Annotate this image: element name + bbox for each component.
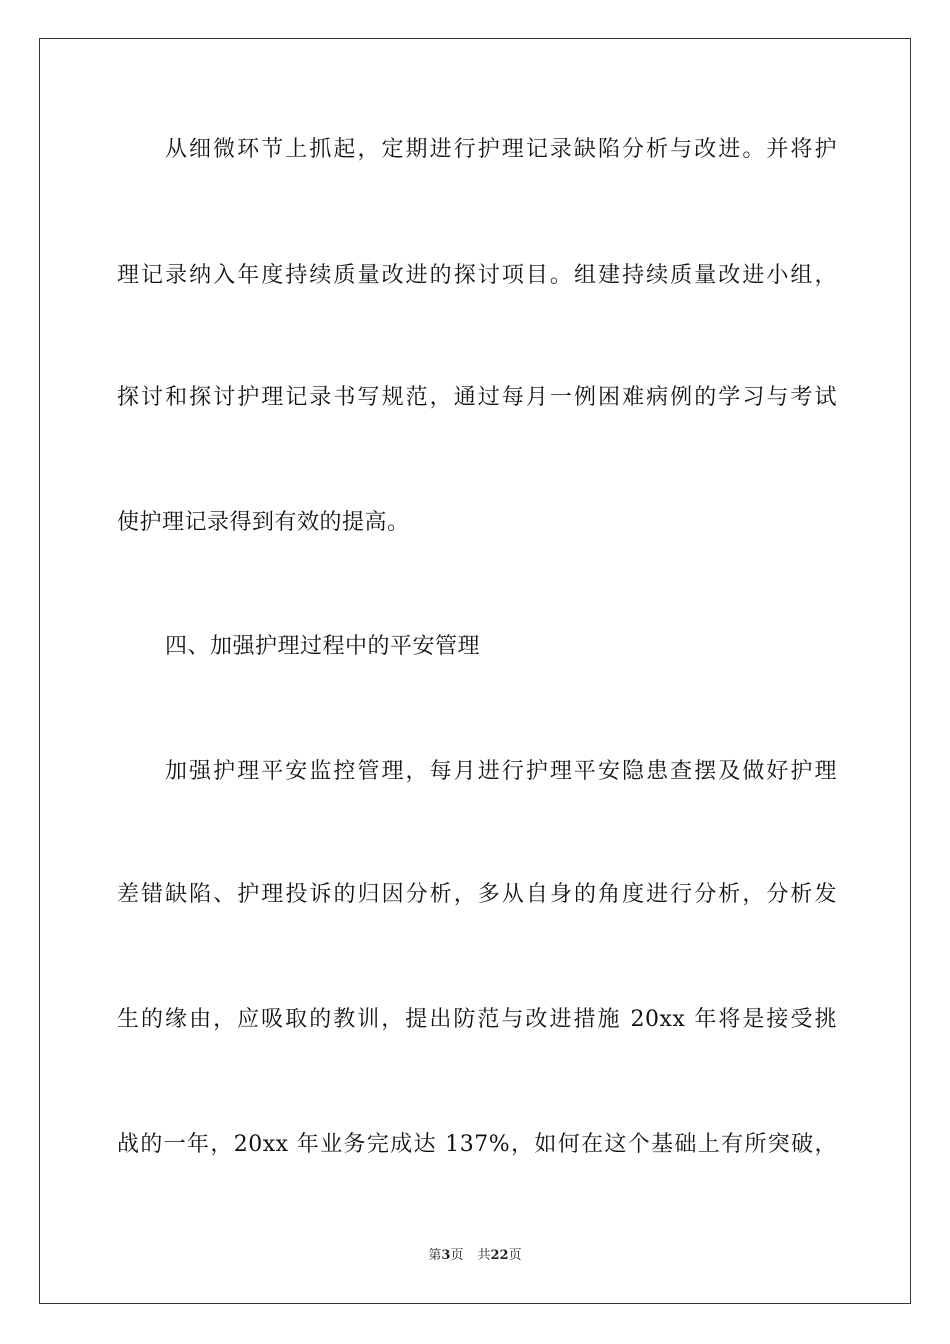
page-number: 3: [441, 1248, 451, 1263]
paragraph-1-line-4: 使护理记录得到有效的提高。: [117, 510, 410, 535]
page-border: [39, 38, 911, 1304]
page-suffix: 页: [450, 1248, 464, 1263]
paragraph-3-line-3: 生的缘由，应吸取的教训，提出防范与改进措施 20xx 年将是接受挑: [117, 1007, 837, 1032]
paragraph-1-line-1: 从细微环节上抓起，定期进行护理记录缺陷分析与改进。并将护: [165, 137, 837, 162]
total-prefix: 共: [477, 1248, 491, 1263]
paragraph-3-line-1: 加强护理平安监控管理，每月进行护理平安隐患查摆及做好护理: [165, 759, 837, 784]
page-prefix: 第: [428, 1248, 442, 1263]
total-suffix: 页: [508, 1248, 522, 1263]
paragraph-1-line-2: 理记录纳入年度持续质量改进的探讨项目。组建持续质量改进小组，: [117, 263, 837, 288]
paragraph-1-line-3: 探讨和探讨护理记录书写规范，通过每月一例困难病例的学习与考试: [117, 385, 837, 410]
paragraph-3-line-2: 差错缺陷、护理投诉的归因分析，多从自身的角度进行分析，分析发: [117, 882, 837, 907]
section-heading: 四、加强护理过程中的平安管理: [165, 634, 481, 659]
total-pages: 22: [490, 1248, 509, 1263]
paragraph-3-line-4: 战的一年，20xx 年业务完成达 137%，如何在这个基础上有所突破，: [117, 1132, 837, 1157]
page-footer: [0, 1247, 950, 1265]
